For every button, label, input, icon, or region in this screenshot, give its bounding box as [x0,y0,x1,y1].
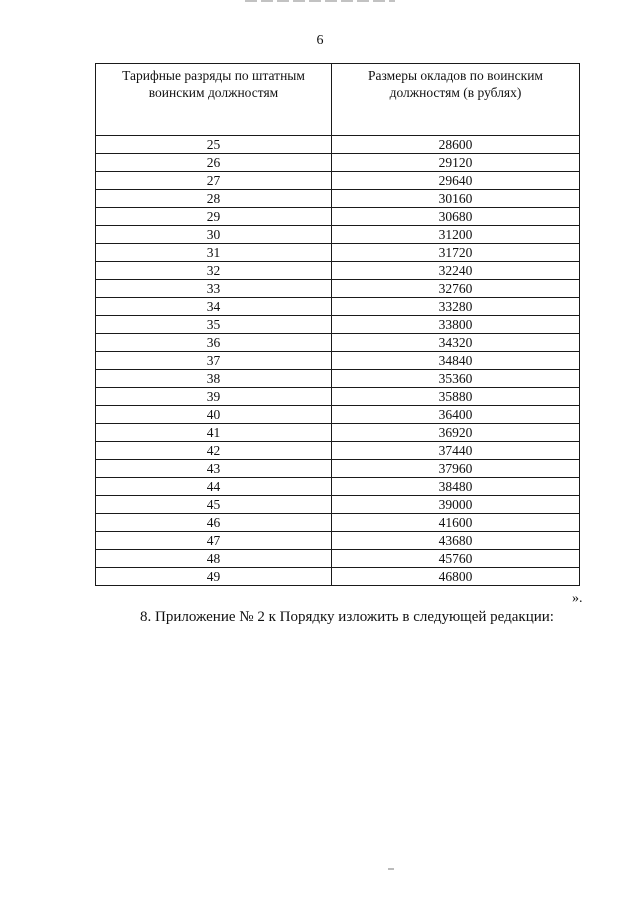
salary-value-cell: 30680 [332,208,580,226]
tariff-grade-cell: 34 [96,298,332,316]
scan-artifact-footer [388,868,394,870]
tariff-grade-cell: 47 [96,532,332,550]
table-row [96,298,580,316]
tariff-grade-cell: 35 [96,316,332,334]
tariff-grade-cell: 37 [96,352,332,370]
table-row [96,172,580,190]
table-row [96,514,580,532]
tariff-grade-cell: 28 [96,190,332,208]
salary-value-cell: 35360 [332,370,580,388]
table-row [96,532,580,550]
salary-value-cell: 46800 [332,568,580,586]
table-row [96,550,580,568]
salary-value-cell: 29120 [332,154,580,172]
salary-value-cell: 36400 [332,406,580,424]
salary-value-cell: 32760 [332,280,580,298]
salary-value-cell: 36920 [332,424,580,442]
salary-value-cell: 31200 [332,226,580,244]
salary-value-cell: 38480 [332,478,580,496]
salary-value-cell: 37960 [332,460,580,478]
tariff-grade-cell: 48 [96,550,332,568]
scan-artifact [245,0,395,2]
table-row [96,190,580,208]
table-row [96,496,580,514]
tariff-grade-cell: 27 [96,172,332,190]
tariff-grade-cell: 30 [96,226,332,244]
table-row [96,280,580,298]
tariff-grade-cell: 29 [96,208,332,226]
salary-value-cell: 30160 [332,190,580,208]
tariff-grade-cell: 45 [96,496,332,514]
table-row [96,208,580,226]
table-row [96,316,580,334]
tariff-grade-cell: 43 [96,460,332,478]
salary-value-cell: 32240 [332,262,580,280]
table-row [96,568,580,586]
salary-value-cell: 45760 [332,550,580,568]
tariff-grade-cell: 33 [96,280,332,298]
salary-value-cell: 37440 [332,442,580,460]
closing-quote: ». [572,591,583,606]
salary-value-cell: 41600 [332,514,580,532]
salary-value-cell: 33800 [332,316,580,334]
tariff-grade-cell: 31 [96,244,332,262]
tariff-grade-cell: 38 [96,370,332,388]
salary-value-cell: 31720 [332,244,580,262]
salary-value-cell: 33280 [332,298,580,316]
table-row [96,478,580,496]
tariff-grade-cell: 25 [96,136,332,154]
table-row [96,262,580,280]
tariff-grade-cell: 39 [96,388,332,406]
table-row [96,460,580,478]
tariff-grade-cell: 32 [96,262,332,280]
table-row [96,388,580,406]
table-header-row [96,64,580,136]
table-row [96,406,580,424]
salary-table [95,63,580,586]
table-row [96,154,580,172]
tariff-grade-cell: 44 [96,478,332,496]
salary-value-cell: 34320 [332,334,580,352]
table-row [96,244,580,262]
table-row [96,334,580,352]
table-row [96,226,580,244]
header-tariff-grade: Тарифные разряды по штатным воинским должностям [96,64,332,136]
salary-value-cell: 39000 [332,496,580,514]
tariff-grade-cell: 42 [96,442,332,460]
tariff-grade-cell: 49 [96,568,332,586]
salary-value-cell: 43680 [332,532,580,550]
table-body [96,136,580,586]
table-row [96,442,580,460]
tariff-grade-cell: 26 [96,154,332,172]
header-salary-size: Размеры окладов по воинским должностям (в рублях) [332,64,580,136]
table-row [96,352,580,370]
table-row [96,370,580,388]
page-number: 6 [316,33,324,48]
tariff-grade-cell: 41 [96,424,332,442]
tariff-grade-cell: 36 [96,334,332,352]
salary-value-cell: 34840 [332,352,580,370]
salary-value-cell: 29640 [332,172,580,190]
amendment-item-text: 8. Приложение № 2 к Порядку изложить в следующей редакции: [140,609,554,625]
tariff-grade-cell: 40 [96,406,332,424]
salary-value-cell: 35880 [332,388,580,406]
table-row [96,136,580,154]
tariff-grade-cell: 46 [96,514,332,532]
salary-value-cell: 28600 [332,136,580,154]
table-row [96,424,580,442]
